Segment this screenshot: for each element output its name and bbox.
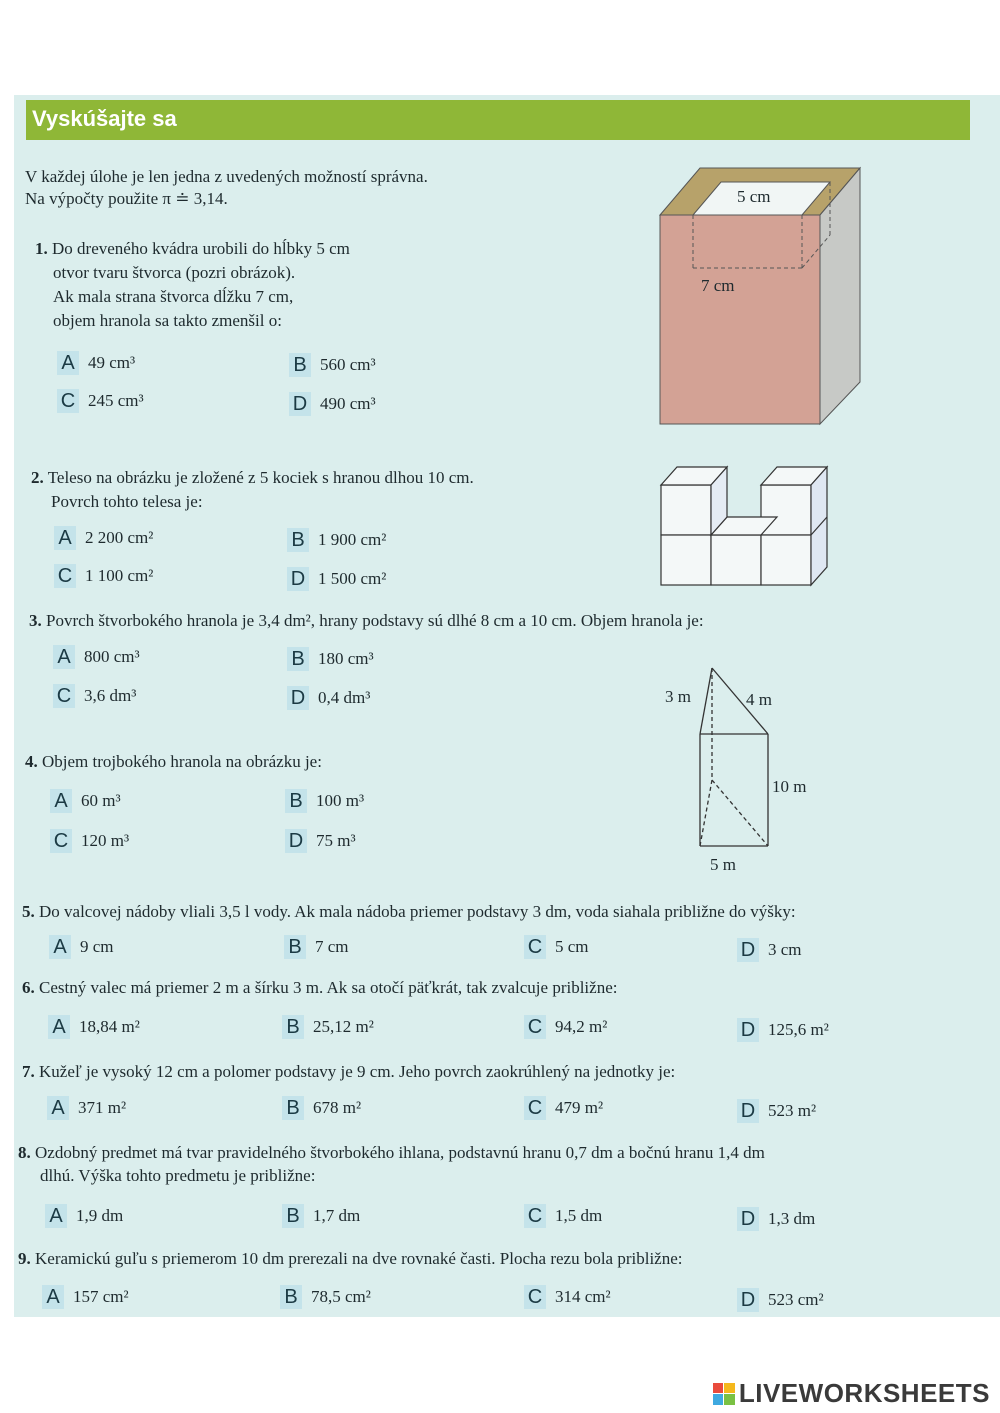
option-letter: B: [285, 789, 307, 813]
option-a[interactable]: [49, 935, 114, 959]
option-letter: D: [287, 686, 309, 710]
option-d[interactable]: [287, 567, 386, 591]
option-value: 180 cm³: [318, 649, 374, 668]
option-value: 523 m²: [768, 1101, 817, 1120]
question-text: Povrch štvorbokého hranola je 3,4 dm², hrany podstavy sú dlhé 8 cm a 10 cm. Objem hranola je:: [46, 611, 704, 630]
question-text: Objem trojbokého hranola na obrázku je:: [42, 752, 322, 771]
option-letter: A: [47, 1096, 69, 1120]
question-text: Povrch tohto telesa je:: [51, 492, 203, 511]
option-value: 157 cm²: [73, 1287, 129, 1306]
option-letter: C: [50, 829, 72, 853]
question-text: Kužeľ je vysoký 12 cm a polomer podstavy je 9 cm. Jeho povrch zaokrúhlený na jednotky je:: [39, 1062, 676, 1081]
option-c[interactable]: [57, 389, 144, 413]
option-value: 800 cm³: [84, 647, 140, 666]
option-letter: A: [49, 935, 71, 959]
option-letter: C: [524, 1096, 546, 1120]
cubes-figure: [657, 463, 837, 588]
intro-line-2: Na výpočty použite π ≐ 3,14.: [25, 189, 228, 208]
option-value: 1 100 cm²: [85, 566, 154, 585]
option-value: 78,5 cm²: [311, 1287, 371, 1306]
section-header: [26, 100, 970, 140]
option-b[interactable]: [287, 647, 374, 671]
option-letter: A: [53, 645, 75, 669]
option-letter: B: [289, 353, 311, 377]
option-letter: C: [524, 1015, 546, 1039]
option-a[interactable]: [54, 526, 153, 550]
option-letter: B: [284, 935, 306, 959]
option-letter: A: [45, 1204, 67, 1228]
option-value: 523 cm²: [768, 1290, 824, 1309]
option-d[interactable]: [285, 829, 356, 853]
option-letter: C: [524, 1204, 546, 1228]
option-value: 125,6 m²: [768, 1020, 829, 1039]
liveworksheets-brand[interactable]: [713, 1378, 990, 1409]
option-b[interactable]: [285, 789, 364, 813]
option-value: 2 200 cm²: [85, 528, 154, 547]
option-value: 1 900 cm²: [318, 530, 387, 549]
question-text: Do valcovej nádoby vliali 3,5 l vody. Ak mala nádoba priemer podstavy 3 dm, voda siahala približne do výšky:: [39, 902, 796, 921]
option-c[interactable]: [524, 935, 589, 959]
option-value: 371 m²: [78, 1098, 127, 1117]
option-value: 7 cm: [315, 937, 349, 956]
question-text: Keramickú guľu s priemerom 10 dm prerezali na dve rovnaké časti. Plocha rezu bola približne:: [35, 1249, 683, 1268]
option-c[interactable]: [54, 564, 153, 588]
question-number: 9.: [18, 1249, 31, 1268]
question-number: 5.: [22, 902, 35, 921]
question-text: Ak mala strana štvorca dĺžku 7 cm,: [53, 287, 294, 306]
option-letter: A: [54, 526, 76, 550]
option-letter: A: [42, 1285, 64, 1309]
option-d[interactable]: [289, 392, 376, 416]
option-value: 3 cm: [768, 940, 802, 959]
option-value: 49 cm³: [88, 353, 136, 372]
option-c[interactable]: [524, 1015, 607, 1039]
question-text: Do dreveného kvádra urobili do hĺbky 5 cm: [52, 239, 350, 258]
option-letter: B: [287, 528, 309, 552]
option-d[interactable]: [737, 1018, 829, 1042]
question-number: 1.: [35, 239, 48, 258]
option-c[interactable]: [524, 1285, 611, 1309]
option-a[interactable]: [45, 1204, 123, 1228]
option-letter: C: [524, 935, 546, 959]
option-c[interactable]: [50, 829, 129, 853]
brand-name: LIVEWORKSHEETS: [738, 1378, 990, 1408]
question-number: 3.: [29, 611, 42, 630]
option-c[interactable]: [53, 684, 136, 708]
block-with-hole-figure: [655, 160, 870, 430]
height-label: 10 m: [772, 777, 807, 796]
option-letter: C: [57, 389, 79, 413]
option-value: 1,9 dm: [76, 1206, 124, 1225]
option-b[interactable]: [287, 528, 386, 552]
option-letter: D: [737, 938, 759, 962]
option-value: 490 cm³: [320, 394, 376, 413]
option-d[interactable]: [287, 686, 370, 710]
option-b[interactable]: [282, 1204, 360, 1228]
option-value: 94,2 m²: [555, 1017, 608, 1036]
option-value: 18,84 m²: [79, 1017, 140, 1036]
option-letter: B: [282, 1204, 304, 1228]
option-value: 560 cm³: [320, 355, 376, 374]
option-letter: D: [737, 1018, 759, 1042]
option-value: 0,4 dm³: [318, 688, 371, 707]
question-text: Teleso na obrázku je zložené z 5 kociek s hranou dlhou 10 cm.: [47, 468, 474, 487]
edge-3m-label: 3 m: [665, 687, 691, 706]
option-value: 9 cm: [80, 937, 114, 956]
option-letter: B: [287, 647, 309, 671]
option-value: 60 m³: [81, 791, 121, 810]
option-d[interactable]: [737, 1207, 815, 1231]
triangular-prism-figure: [660, 660, 830, 880]
option-letter: A: [50, 789, 72, 813]
option-letter: B: [282, 1015, 304, 1039]
option-b[interactable]: [289, 353, 376, 377]
option-d[interactable]: [737, 938, 802, 962]
option-value: 245 cm³: [88, 391, 144, 410]
base-label: 5 m: [710, 855, 736, 874]
question-number: 4.: [25, 752, 38, 771]
option-value: 678 m²: [313, 1098, 362, 1117]
option-letter: C: [54, 564, 76, 588]
option-letter: B: [282, 1096, 304, 1120]
option-letter: D: [285, 829, 307, 853]
option-value: 314 cm²: [555, 1287, 611, 1306]
option-c[interactable]: [524, 1204, 602, 1228]
option-a[interactable]: [42, 1285, 129, 1309]
option-a[interactable]: [48, 1015, 140, 1039]
top-edge-label: 5 cm: [737, 187, 771, 206]
option-letter: C: [524, 1285, 546, 1309]
option-value: 1 500 cm²: [318, 569, 387, 588]
option-letter: A: [57, 351, 79, 375]
question-text: otvor tvaru štvorca (pozri obrázok).: [53, 263, 296, 282]
option-letter: D: [737, 1288, 759, 1312]
section-title: Vyskúšajte sa: [32, 106, 177, 131]
option-value: 75 m³: [316, 831, 356, 850]
option-b[interactable]: [282, 1096, 361, 1120]
question-number: 7.: [22, 1062, 35, 1081]
option-d[interactable]: [737, 1099, 816, 1123]
option-value: 100 m³: [316, 791, 365, 810]
option-d[interactable]: [737, 1288, 824, 1312]
question-text: dlhú. Výška tohto predmetu je približne:: [40, 1166, 316, 1185]
option-b[interactable]: [280, 1285, 371, 1309]
option-letter: D: [737, 1207, 759, 1231]
option-b[interactable]: [284, 935, 349, 959]
question-number: 8.: [18, 1143, 31, 1162]
option-value: 479 m²: [555, 1098, 604, 1117]
option-letter: D: [287, 567, 309, 591]
option-value: 3,6 dm³: [84, 686, 137, 705]
option-value: 1,7 dm: [313, 1206, 361, 1225]
option-c[interactable]: [524, 1096, 603, 1120]
option-value: 1,5 dm: [555, 1206, 603, 1225]
option-a[interactable]: [53, 645, 140, 669]
option-letter: C: [53, 684, 75, 708]
question-text: Cestný valec má priemer 2 m a šírku 3 m. Ak sa otočí päťkrát, tak zvalcuje približne:: [39, 978, 618, 997]
hole-edge-label: 7 cm: [701, 276, 735, 295]
question-number: 2.: [31, 468, 44, 487]
edge-4m-label: 4 m: [746, 690, 772, 709]
option-value: 1,3 dm: [768, 1209, 816, 1228]
option-letter: A: [48, 1015, 70, 1039]
option-letter: D: [289, 392, 311, 416]
question-text: Ozdobný predmet má tvar pravidelného štvorbokého ihlana, podstavnú hranu 0,7 dm a bočnú hranu 1,4 dm: [35, 1143, 765, 1162]
option-letter: B: [280, 1285, 302, 1309]
brand-logo-icon: [713, 1383, 735, 1405]
intro-line-1: V každej úlohe je len jedna z uvedených možností správna.: [25, 167, 428, 186]
option-letter: D: [737, 1099, 759, 1123]
option-value: 120 m³: [81, 831, 130, 850]
option-a[interactable]: [47, 1096, 126, 1120]
option-b[interactable]: [282, 1015, 374, 1039]
option-a[interactable]: [57, 351, 135, 375]
question-text: objem hranola sa takto zmenšil o:: [53, 311, 282, 330]
question-number: 6.: [22, 978, 35, 997]
option-value: 5 cm: [555, 937, 589, 956]
option-value: 25,12 m²: [313, 1017, 374, 1036]
option-a[interactable]: [50, 789, 121, 813]
